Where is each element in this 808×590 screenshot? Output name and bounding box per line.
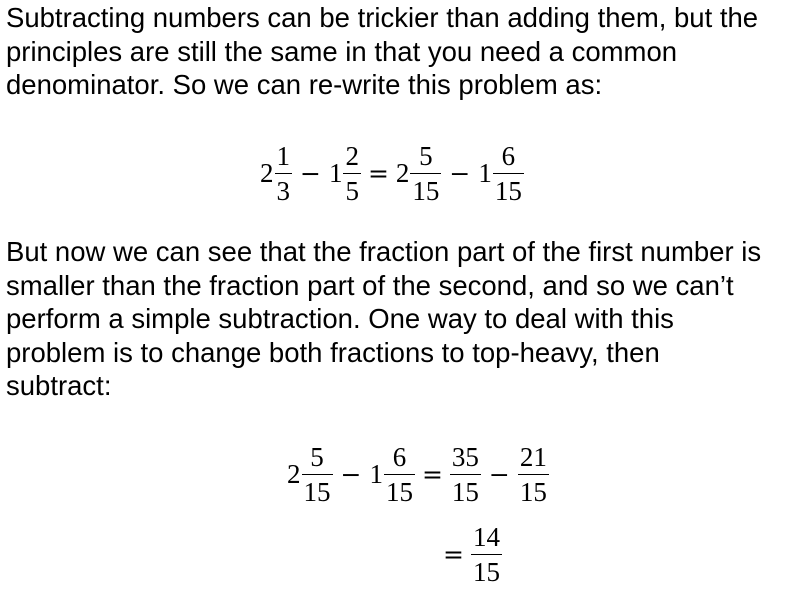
- whole-number: 1: [328, 157, 343, 188]
- fraction: [518, 443, 549, 506]
- minus-sign: −: [488, 459, 510, 489]
- numerator: 21: [519, 441, 547, 472]
- numerator: 14: [472, 521, 500, 552]
- denominator: 15: [519, 476, 547, 507]
- denominator: 15: [494, 175, 522, 206]
- result-equation: [436, 518, 502, 590]
- numerator: 35: [451, 441, 479, 472]
- numerator: 1: [276, 140, 290, 171]
- paragraph-line: problem is to change both fractions to top-heavy, then: [6, 336, 660, 368]
- fraction: [302, 443, 333, 506]
- equals-sign: =: [367, 158, 389, 188]
- numerator: 5: [419, 140, 433, 171]
- paragraph-line: smaller than the fraction part of the second, and so we can’t: [6, 269, 734, 301]
- denominator: 5: [345, 175, 359, 206]
- minus-sign: −: [300, 158, 321, 188]
- numerator: 6: [392, 441, 407, 472]
- whole-number: 2: [395, 157, 410, 188]
- intro-paragraph: [6, 1, 758, 102]
- minus-sign: −: [449, 158, 471, 188]
- denominator: 15: [412, 175, 440, 206]
- denominator: 15: [385, 476, 413, 507]
- fraction: [343, 142, 361, 205]
- denominator: 3: [276, 175, 290, 206]
- paragraph-line: Subtracting numbers can be trickier than adding them, but the: [6, 2, 759, 33]
- paragraph-line: perform a simple subtraction. One way to deal with this: [6, 303, 674, 334]
- fraction: [471, 523, 502, 586]
- whole-number: 2: [260, 157, 274, 188]
- denominator: 15: [303, 476, 331, 507]
- paragraph-line: But now we can see that the fraction part of the first number is: [6, 236, 762, 267]
- paragraph-line: denominator. So we can re-write this problem as:: [6, 69, 603, 100]
- equals-sign: =: [443, 539, 464, 569]
- whole-number: 2: [287, 458, 301, 489]
- equals-sign: =: [421, 459, 443, 489]
- denominator: 15: [472, 556, 500, 587]
- numerator: 6: [501, 140, 516, 171]
- top-heavy-equation: [287, 433, 549, 515]
- fraction: [493, 142, 524, 205]
- denominator: 15: [451, 476, 479, 507]
- fraction: [275, 142, 293, 205]
- whole-number: 1: [478, 157, 492, 188]
- fraction: [410, 142, 441, 205]
- paragraph-line: subtract:: [6, 370, 112, 401]
- numerator: 2: [345, 140, 359, 171]
- paragraph-line: principles are still the same in that you need a common: [6, 35, 678, 67]
- whole-number: 1: [369, 458, 383, 489]
- rewritten-equation: [260, 132, 524, 214]
- explanation-paragraph: [6, 235, 761, 403]
- fraction: [384, 443, 415, 506]
- fraction: [450, 443, 481, 506]
- numerator: 5: [310, 441, 324, 472]
- minus-sign: −: [340, 459, 362, 489]
